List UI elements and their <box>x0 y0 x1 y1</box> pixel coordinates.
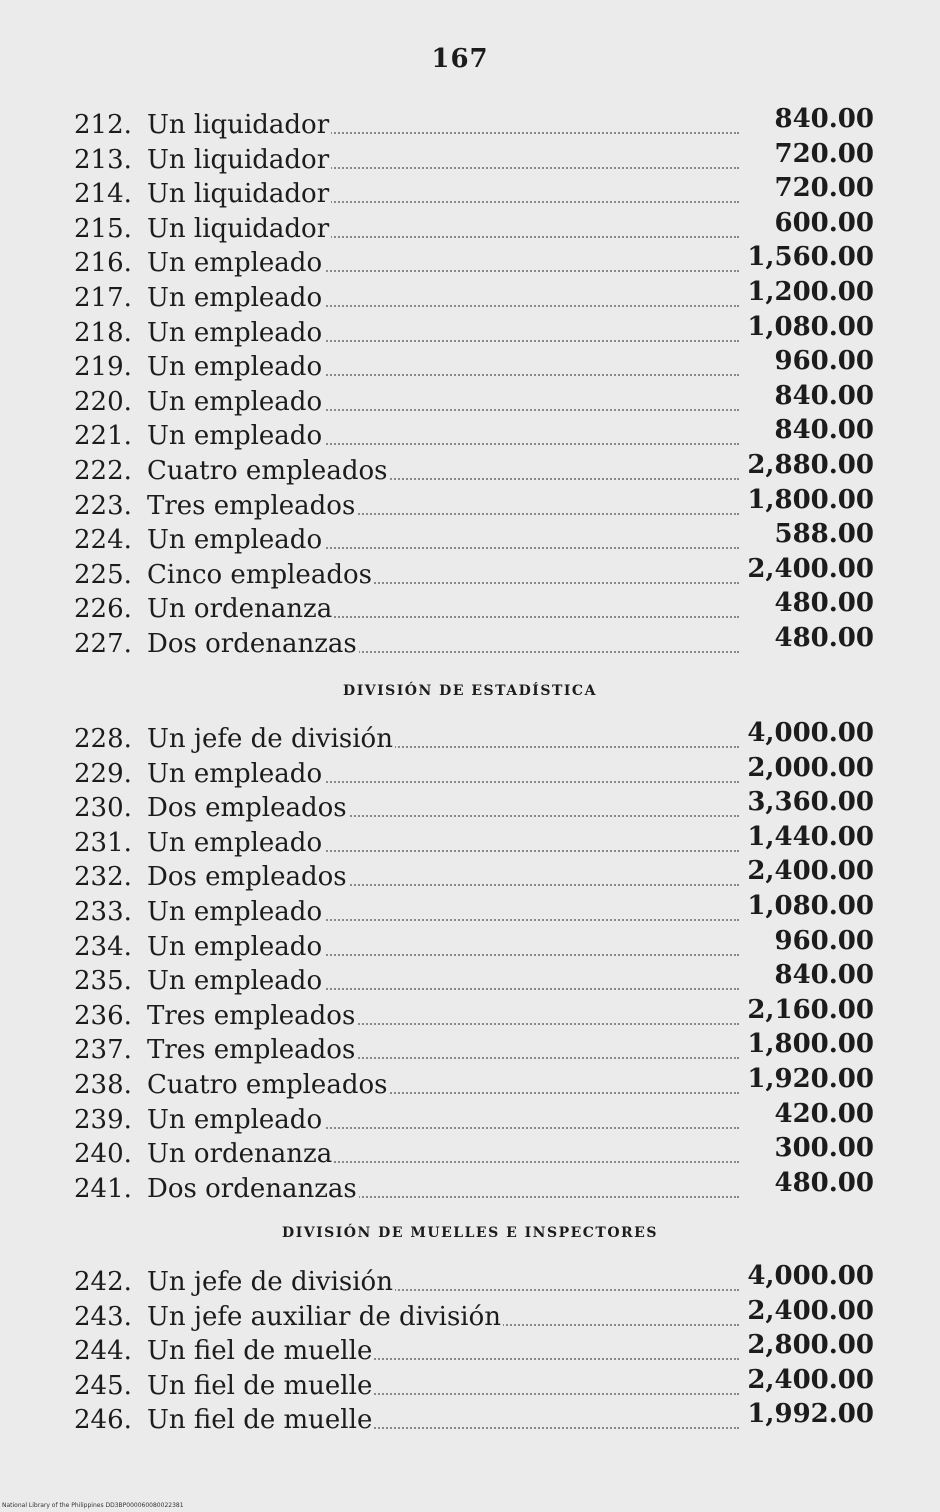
item-number: 213. <box>74 144 132 175</box>
table-row <box>74 1098 874 1138</box>
item-description-text: Un ordenanza <box>147 594 333 625</box>
item-description <box>147 1068 739 1102</box>
item-number: 225. <box>74 559 132 590</box>
item-description-text: Cuatro empleados <box>147 455 388 486</box>
item-amount: 2,880.00 <box>747 449 874 480</box>
table-row <box>74 1399 874 1438</box>
item-description-text: Un ordenanza <box>147 1139 333 1170</box>
section-muelles-list <box>74 1261 874 1438</box>
item-number: 228. <box>74 724 132 754</box>
item-description-text: Cinco empleados <box>147 559 372 590</box>
item-number: 212. <box>74 110 132 140</box>
item-number: 245. <box>74 1370 132 1401</box>
table-row <box>74 380 874 420</box>
item-amount: 960.00 <box>774 346 874 377</box>
item-amount: 2,400.00 <box>747 856 874 887</box>
item-description-text: Un fiel de muelle <box>147 1405 373 1436</box>
item-number: 241. <box>74 1173 132 1204</box>
item-description <box>147 722 739 756</box>
item-description <box>147 964 739 998</box>
item-number: 220. <box>74 386 132 417</box>
item-amount: 1,560.00 <box>747 242 874 273</box>
item-description-text: Un empleado <box>147 758 323 789</box>
item-number: 235. <box>74 966 132 997</box>
item-description-text: Tres empleados <box>147 1035 356 1066</box>
item-description <box>147 1137 739 1171</box>
section-estadistica-list <box>74 718 874 1206</box>
table-row <box>74 1167 874 1207</box>
item-description <box>147 860 739 894</box>
item-description-text: Un empleado <box>147 966 323 997</box>
section-main-list <box>74 104 874 662</box>
table-row <box>74 1133 874 1172</box>
item-amount: 1,800.00 <box>747 484 874 515</box>
item-number: 224. <box>74 525 132 556</box>
item-description <box>147 930 739 964</box>
item-amount: 840.00 <box>774 960 874 991</box>
item-description <box>147 108 739 142</box>
item-description-text: Un empleado <box>147 352 323 383</box>
section-heading-muelles: DIVISIÓN DE MUELLES E INSPECTORES <box>282 1225 658 1241</box>
item-description-text: Un liquidador <box>147 110 330 140</box>
item-description <box>147 1403 739 1437</box>
item-description-text: Tres empleados <box>147 490 356 521</box>
item-amount: 1,080.00 <box>747 311 874 342</box>
item-amount: 2,160.00 <box>747 994 874 1025</box>
item-description <box>147 454 739 488</box>
item-description <box>147 489 739 523</box>
item-amount: 840.00 <box>774 380 874 411</box>
item-amount: 960.00 <box>774 925 874 956</box>
item-amount: 480.00 <box>774 622 874 653</box>
item-amount: 1,920.00 <box>747 1063 874 1094</box>
item-number: 239. <box>74 1104 132 1135</box>
item-number: 240. <box>74 1139 132 1170</box>
item-amount: 300.00 <box>774 1133 874 1164</box>
item-number: 226. <box>74 594 132 625</box>
item-amount: 4,000.00 <box>747 1261 874 1291</box>
item-number: 231. <box>74 827 132 858</box>
item-amount: 1,800.00 <box>747 1029 874 1060</box>
item-description-text: Un liquidador <box>147 213 330 244</box>
item-description-text: Un empleado <box>147 386 323 417</box>
item-amount: 2,400.00 <box>747 1364 874 1395</box>
item-number: 232. <box>74 862 132 893</box>
table-row <box>74 622 874 662</box>
item-number: 236. <box>74 1000 132 1031</box>
item-description <box>147 246 739 280</box>
table-row <box>74 138 874 178</box>
item-amount: 480.00 <box>774 1167 874 1198</box>
item-description <box>147 143 739 177</box>
item-description <box>147 999 739 1033</box>
item-number: 242. <box>74 1267 132 1297</box>
item-description <box>147 1334 739 1368</box>
item-number: 214. <box>74 179 132 210</box>
item-description <box>147 177 739 211</box>
item-amount: 720.00 <box>774 173 874 204</box>
item-amount: 720.00 <box>774 138 874 169</box>
item-description <box>147 350 739 384</box>
item-description-text: Un jefe de división <box>147 1267 393 1297</box>
item-amount: 1,200.00 <box>747 276 874 307</box>
table-row <box>74 346 874 385</box>
item-description-text: Un liquidador <box>147 179 330 210</box>
table-row <box>74 890 874 930</box>
item-number: 230. <box>74 793 132 824</box>
item-description <box>147 592 739 626</box>
table-row <box>74 588 874 627</box>
item-description-text: Un liquidador <box>147 144 330 175</box>
item-number: 218. <box>74 317 132 348</box>
item-description <box>147 1300 739 1334</box>
table-row <box>74 173 874 212</box>
item-description <box>147 281 739 315</box>
item-description-text: Tres empleados <box>147 1000 356 1031</box>
item-number: 222. <box>74 455 132 486</box>
item-number: 238. <box>74 1069 132 1100</box>
item-description <box>147 1172 739 1206</box>
item-description <box>147 1369 739 1403</box>
item-number: 233. <box>74 896 132 927</box>
item-amount: 4,000.00 <box>747 718 874 748</box>
item-number: 227. <box>74 628 132 659</box>
item-amount: 600.00 <box>774 207 874 238</box>
item-amount: 1,440.00 <box>747 821 874 852</box>
item-number: 219. <box>74 352 132 383</box>
item-number: 237. <box>74 1035 132 1066</box>
item-description-text: Un empleado <box>147 896 323 927</box>
item-description <box>147 385 739 419</box>
item-amount: 588.00 <box>774 519 874 550</box>
item-description-text: Dos empleados <box>147 862 347 893</box>
table-row <box>74 1063 874 1103</box>
item-description-text: Un fiel de muelle <box>147 1370 373 1401</box>
item-description-text: Un jefe de división <box>147 724 393 754</box>
item-amount: 1,992.00 <box>747 1399 874 1430</box>
item-description <box>147 316 739 350</box>
item-description-text: Un empleado <box>147 317 323 348</box>
item-number: 215. <box>74 213 132 244</box>
item-amount: 2,000.00 <box>747 752 874 783</box>
item-number: 216. <box>74 248 132 279</box>
item-description <box>147 791 739 825</box>
table-row <box>74 553 874 593</box>
item-description <box>147 212 739 246</box>
item-amount: 3,360.00 <box>747 787 874 818</box>
item-number: 223. <box>74 490 132 521</box>
item-description <box>147 558 739 592</box>
item-number: 229. <box>74 758 132 789</box>
item-description <box>147 1033 739 1067</box>
item-description <box>147 419 739 453</box>
table-row <box>74 104 874 143</box>
section-heading-estadistica: DIVISIÓN DE ESTADÍSTICA <box>343 683 597 699</box>
item-description-text: Cuatro empleados <box>147 1069 388 1100</box>
item-amount: 420.00 <box>774 1098 874 1129</box>
item-description-text: Un empleado <box>147 282 323 313</box>
item-description-text: Dos empleados <box>147 793 347 824</box>
item-description <box>147 523 739 557</box>
item-description-text: Dos ordenanzas <box>147 628 357 659</box>
page-number: 167 <box>431 44 489 74</box>
item-description-text: Un jefe auxiliar de división <box>147 1301 502 1332</box>
library-stamp: National Library of the Philippines DD3BP000060080022381 <box>2 1502 184 1509</box>
item-description-text: Un empleado <box>147 827 323 858</box>
item-amount: 480.00 <box>774 588 874 619</box>
item-number: 243. <box>74 1301 132 1332</box>
item-description-text: Un empleado <box>147 421 323 452</box>
item-number: 221. <box>74 421 132 452</box>
table-row <box>74 484 874 524</box>
item-description <box>147 1265 739 1299</box>
item-description-text: Un empleado <box>147 248 323 279</box>
item-description-text: Un empleado <box>147 1104 323 1135</box>
item-number: 244. <box>74 1336 132 1367</box>
table-row <box>74 925 874 965</box>
item-description <box>147 826 739 860</box>
item-amount: 1,080.00 <box>747 890 874 921</box>
item-number: 234. <box>74 931 132 962</box>
item-amount: 2,800.00 <box>747 1330 874 1361</box>
item-description-text: Dos ordenanzas <box>147 1173 357 1204</box>
item-description <box>147 895 739 929</box>
item-description <box>147 757 739 791</box>
item-amount: 840.00 <box>774 104 874 134</box>
item-amount: 840.00 <box>774 415 874 446</box>
item-number: 217. <box>74 282 132 313</box>
item-description-text: Un empleado <box>147 525 323 556</box>
item-description <box>147 627 739 661</box>
item-description <box>147 1103 739 1137</box>
item-description-text: Un fiel de muelle <box>147 1336 373 1367</box>
item-description-text: Un empleado <box>147 931 323 962</box>
item-amount: 2,400.00 <box>747 553 874 584</box>
item-amount: 2,400.00 <box>747 1295 874 1326</box>
table-row <box>74 311 874 351</box>
item-number: 246. <box>74 1405 132 1436</box>
